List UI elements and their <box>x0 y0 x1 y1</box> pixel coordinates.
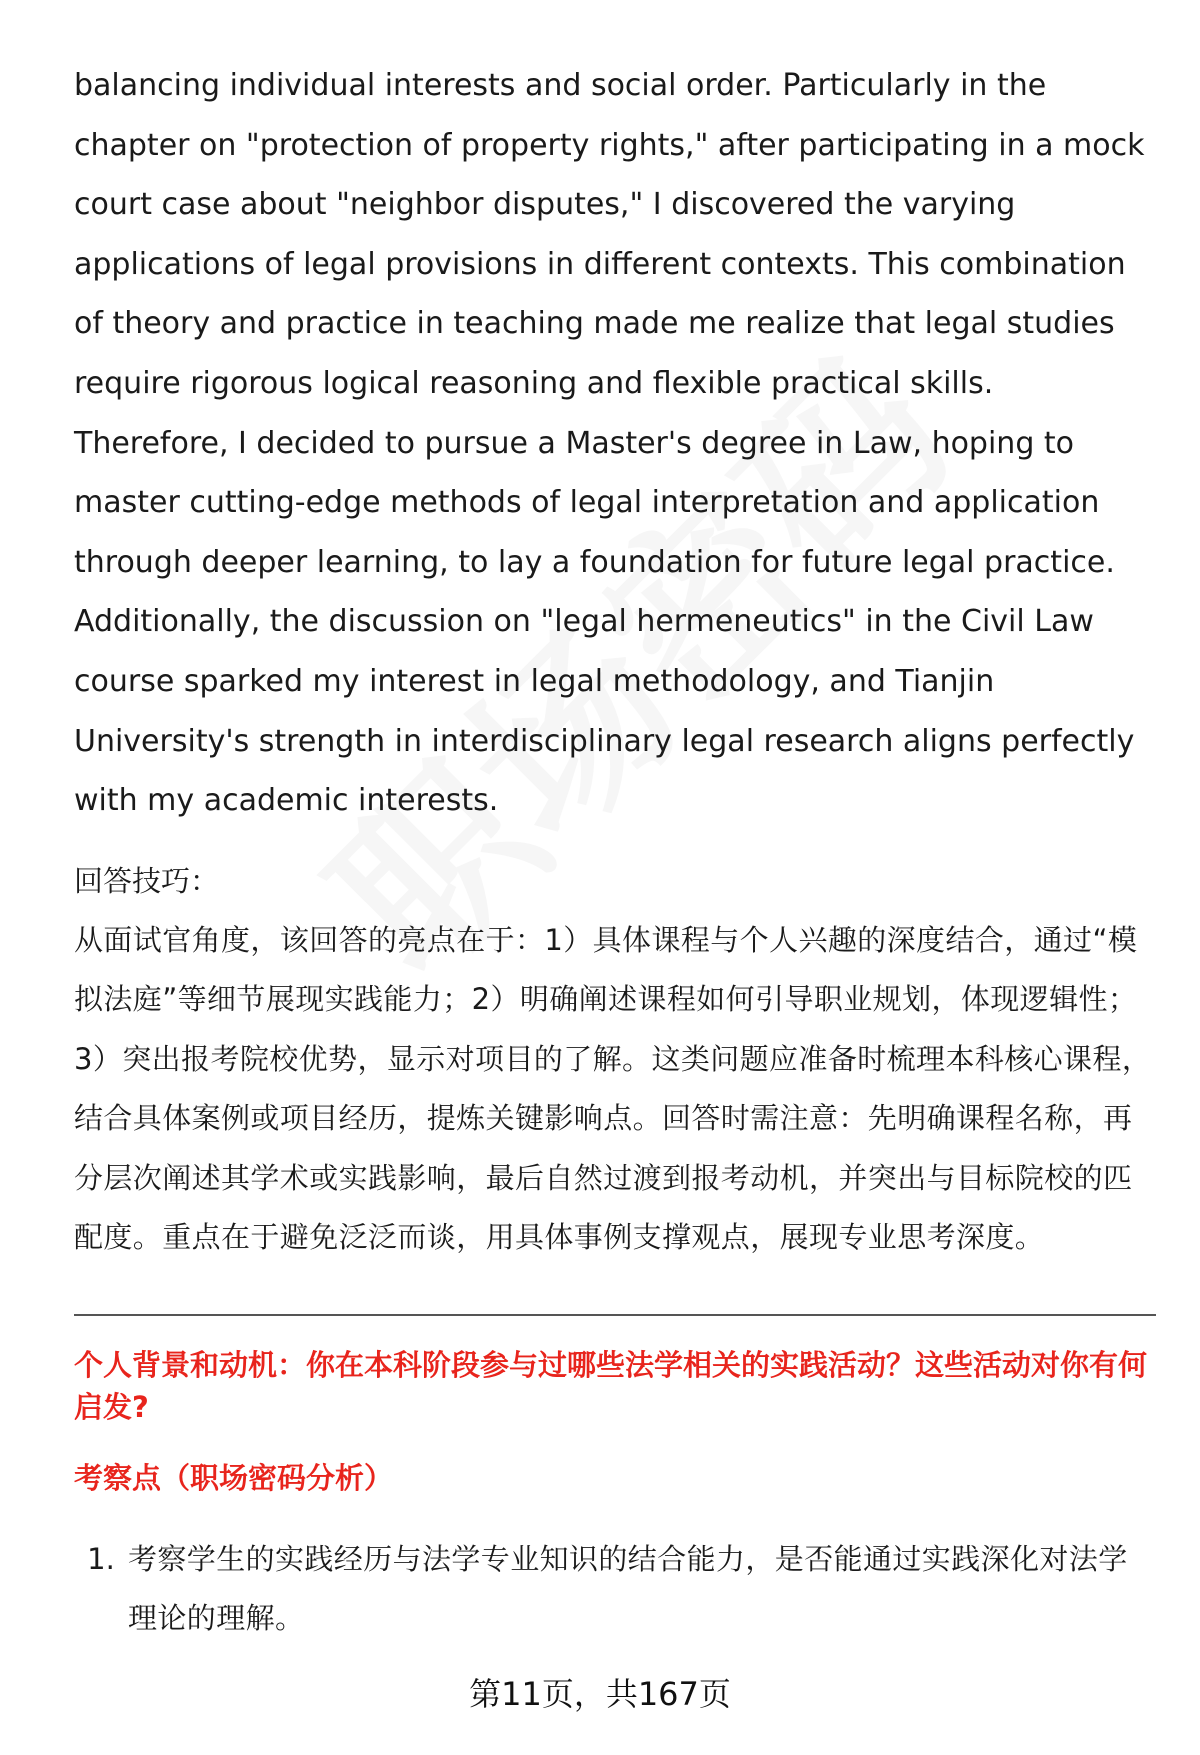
analysis-points <box>74 1530 1154 1648</box>
question-heading: 个人背景和动机：你在本科阶段参与过哪些法学相关的实践活动？这些活动对你有何启发? <box>74 1347 1148 1424</box>
tips-body: 从面试官角度，该回答的亮点在于：1）具体课程与个人兴趣的深度结合，通过“模拟法庭”等细节展现实践能力；2）明确阐述课程如何引导职业规划，体现逻辑性；3）突出报考院校优势，显示对项目的了解。这类问题应准备时梳理本科核心课程，结合具体案例或项目经历，提炼关键影响点。回答时需注意：先明确课程名称，再分层次阐述其学术或实践影响，最后自然过渡到报考动机，并突出与目标院校的匹配度。重点在于避免泛泛而谈，用具体事例支撑观点，展现专业思考深度。 <box>74 922 1152 1255</box>
document-page <box>74 56 1154 1648</box>
english-paragraph: balancing individual interests and social order. Particularly in the chapter on "protection of property rights," after participating in a mock court case about "neighbor disputes," I discovered the varying applications of legal provisions in different contexts. This combination of theory and practice in teaching made me realize that legal studies require rigorous logical reasoning and flexible practical skills. Therefore, I decided to pursue a Master's degree in Law, hoping to master cutting-edge methods of legal interpretation and application through deeper learning, to lay a foundation for future legal practice. Additionally, the discussion on "legal hermeneutics" in the Civil Law course sparked my interest in legal methodology, and Tianjin University's strength in interdisciplinary legal research aligns perfectly with my academic interests. <box>74 68 1145 819</box>
page-footer: 第11页，共167页 <box>469 1675 731 1713</box>
list-item-text: 考察学生的实践经历与法学专业知识的结合能力，是否能通过实践深化对法学理论的理解。 <box>128 1541 1128 1635</box>
list-item-number: 1. <box>87 1541 115 1576</box>
analysis-heading: 考察点（职场密码分析） <box>74 1460 394 1495</box>
answer-tips <box>74 851 1154 1268</box>
section-divider <box>74 1314 1156 1316</box>
list-item <box>74 1530 1154 1648</box>
tips-label: 回答技巧： <box>74 863 220 898</box>
